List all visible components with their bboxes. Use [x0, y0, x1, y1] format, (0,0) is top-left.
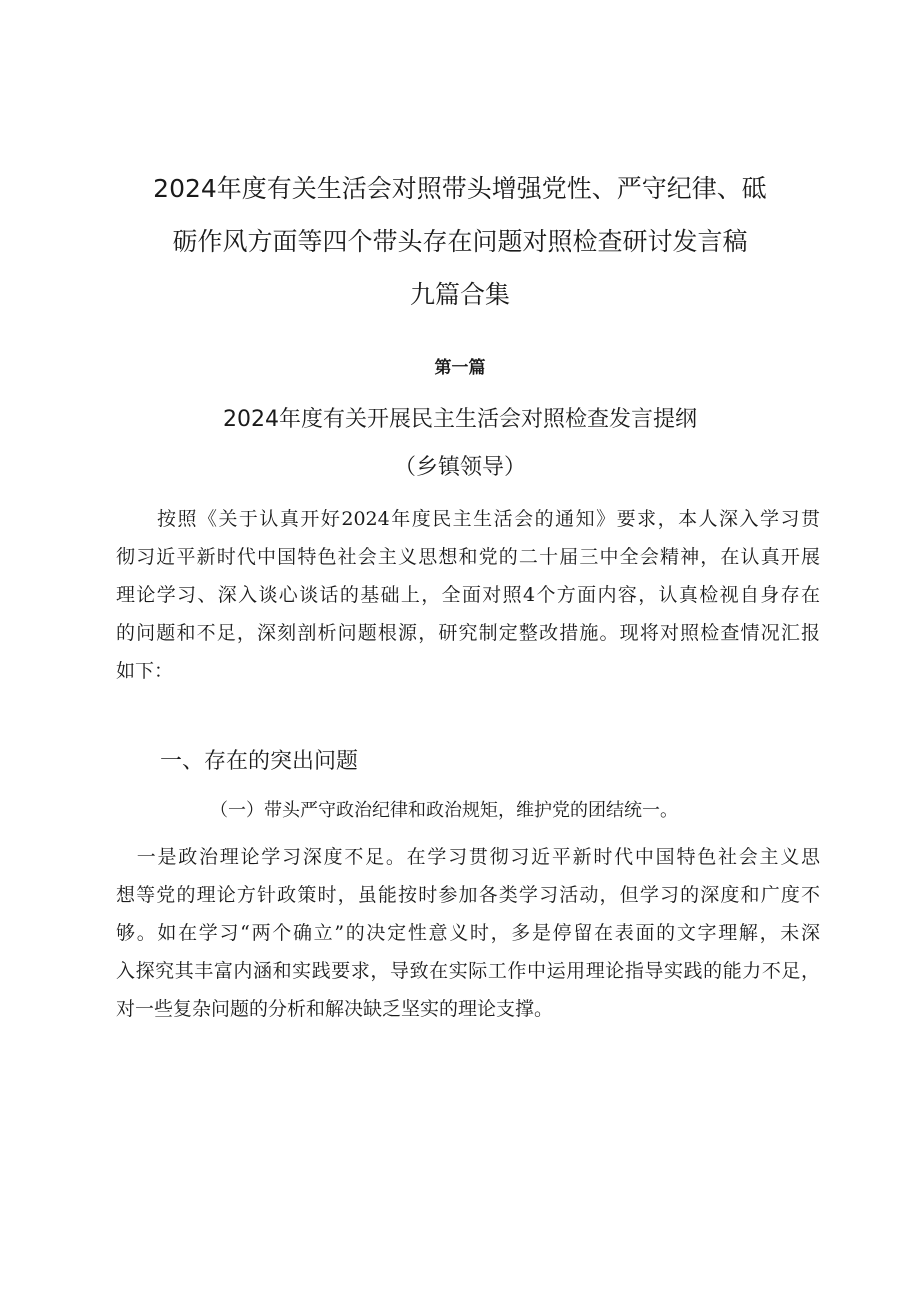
paragraph-line: 理论学习、深入谈心谈话的基础上，全面对照4个方面内容，认真检视自身存在	[116, 584, 820, 606]
paragraph-line: 的问题和不足，深刻剖析问题根源，研究制定整改措施。现将对照检查情况汇报	[116, 622, 820, 644]
paragraph-line: 一是政治理论学习深度不足。在学习贯彻习近平新时代中国特色社会主义思	[116, 846, 820, 868]
title-line-1: 2024年度有关生活会对照带头增强党性、严守纪律、砥	[153, 174, 767, 203]
title-line-2: 砺作风方面等四个带头存在问题对照检查研讨发言稿	[172, 227, 748, 256]
title-line-3: 九篇合集	[409, 280, 510, 309]
document-title	[100, 162, 820, 321]
subsection-heading: （一）带头严守政治纪律和政治规矩，维护党的团结统一。	[210, 800, 678, 821]
paragraph-line: 彻习近平新时代中国特色社会主义思想和党的二十届三中全会精神，在认真开展	[116, 546, 820, 568]
paragraph-line: 想等党的理论方针政策时，虽能按时参加各类学习活动，但学习的深度和广度不	[116, 884, 820, 906]
part-subtitle-role: （乡镇领导）	[393, 455, 526, 480]
part-label: 第一篇	[434, 358, 486, 378]
paragraph-line: 入探究其丰富内涵和实践要求，导致在实际工作中运用理论指导实践的能力不足，	[116, 960, 820, 982]
paragraph-line: 按照《关于认真开好2024年度民主生活会的通知》要求，本人深入学习贯	[116, 508, 820, 530]
section-heading: 一、存在的突出问题	[160, 749, 359, 774]
intro-paragraph	[116, 500, 820, 690]
paragraph-line: 如下：	[116, 660, 174, 682]
item-paragraph	[116, 838, 820, 1028]
paragraph-line: 够。如在学习“两个确立”的决定性意义时，多是停留在表面的文字理解，未深	[116, 922, 820, 944]
part-subtitle: 2024年度有关开展民主生活会对照检查发言提纲	[223, 407, 697, 432]
paragraph-line: 对一些复杂问题的分析和解决缺乏坚实的理论支撑。	[116, 998, 554, 1020]
